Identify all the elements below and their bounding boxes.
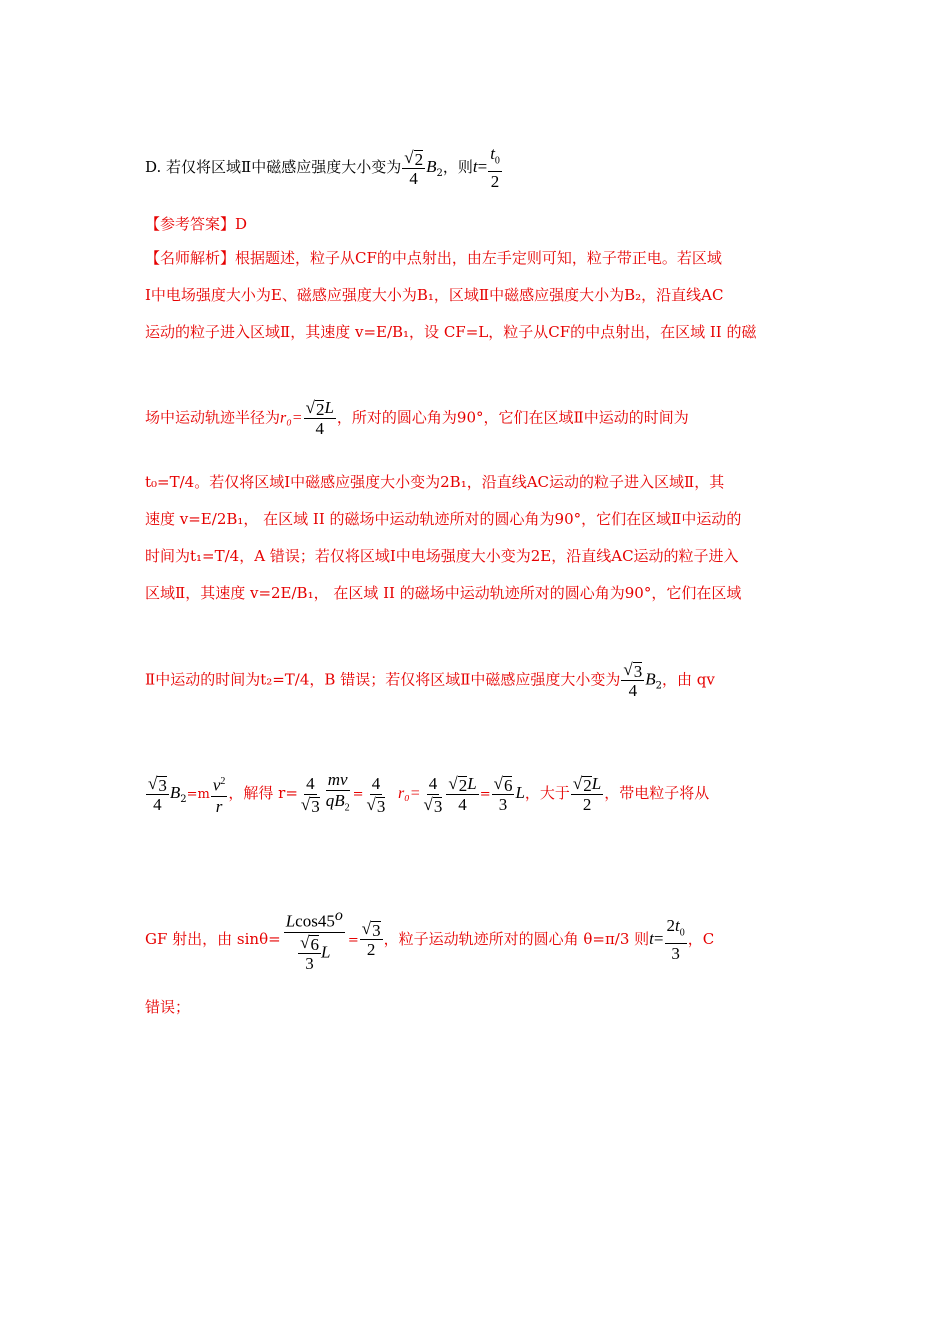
answer-label: 【参考答案】: [145, 215, 236, 233]
analysis-line-10: √ 3 4 $B_2=m$ $\frac{v^2}{r}$ ，解得 r= 4 √ 3 $\frac{mv}{qB_2}$ = 4 √ 3 r₀= 4 √ 3 √ 2 L 4 = √ 6 3 L，大于 √ 2 L 2 ，带电粒子将从: [145, 770, 709, 818]
fraction: $\frac{mv}{qB_2}$: [325, 770, 350, 814]
fraction: √ 6 3: [493, 773, 513, 814]
option-d: D. 若仅将区域Ⅱ中磁感应强度大小变为 √ 2 4 $B_2$，则t= $\frac{t_0}{2}$: [145, 144, 500, 192]
analysis-line-7: 时间为t₁=T/4，A 错误；若仅将区域Ⅰ中电场强度大小变为2E，沿直线AC运动的粒子进入: [145, 547, 739, 565]
fraction: √ 2 L 4: [305, 398, 334, 438]
answer-value: D: [235, 215, 248, 233]
analysis-line-4: 场中运动轨迹半径为r₀= √ 2 L 4 ，所对的圆心角为90°，它们在区域Ⅱ中运动的时间为: [145, 398, 689, 438]
analysis-line-11: GF 射出，由 sinθ= Lcos45$^o$ √ 6 3 L = √ 3 2 ，粒子运动轨迹所对的圆心角 θ=π/3 则t= $\frac{2t_0}{3}$ ，C: [145, 907, 715, 973]
b-symbol: B: [426, 157, 437, 177]
fraction: $\frac{t_0}{2}$: [490, 144, 500, 192]
fraction: √ 3 4: [623, 660, 643, 700]
analysis-label: 【名师解析】: [145, 249, 236, 267]
analysis-line-5: t₀=T/4。若仅将区域Ⅰ中磁感应强度大小变为2B₁，沿直线AC运动的粒子进入区域Ⅱ，其: [145, 473, 725, 491]
analysis-line-12: 错误；: [145, 998, 191, 1016]
analysis-line-3: 运动的粒子进入区域Ⅱ，其速度 v=E/B₁，设 CF=L，粒子从CF的中点射出，在区域 II 的磁: [145, 323, 757, 341]
fraction: √ 2 4: [404, 147, 424, 188]
fraction: Lcos45$^o$ √ 6 3 L: [285, 907, 343, 973]
fraction: √ 2 L 2: [572, 773, 602, 814]
fraction: $\frac{v^2}{r}$: [211, 772, 228, 817]
fraction: 4 √ 3: [366, 773, 386, 816]
analysis-line-1: 【名师解析】根据题述，粒子从CF的中点射出，由左手定则可知，粒子带正电。若区域: [145, 249, 722, 267]
option-d-text: D. 若仅将区域Ⅱ中磁感应强度大小变为: [145, 158, 402, 177]
fraction: $\frac{2t_0}{3}$: [666, 915, 685, 964]
fraction: √ 3 2: [361, 919, 381, 960]
analysis-line-2: Ⅰ中电场强度大小为E、磁感应强度大小为B₁，区域Ⅱ中磁感应强度大小为B₂，沿直线AC: [145, 286, 724, 304]
analysis-line-6: 速度 v=E/2B₁， 在区域 II 的磁场中运动轨迹所对的圆心角为90°，它们在区域Ⅱ中运动的: [145, 510, 742, 528]
fraction: √ 2 L 4: [448, 773, 477, 814]
fraction: √ 3 4: [148, 773, 167, 814]
fraction: 4 √ 3: [423, 773, 443, 816]
analysis-line-8: 区域Ⅱ，其速度 v=2E/B₁， 在区域 II 的磁场中运动轨迹所对的圆心角为90°，它们在区域: [145, 584, 742, 602]
fraction: 4 √ 3: [300, 773, 320, 816]
reference-answer: [145, 214, 247, 234]
analysis-line-9: Ⅱ中运动的时间为t₂=T/4，B 错误；若仅将区域Ⅱ中磁感应强度大小变为 √ 3 4 $B_2$，由 qv: [145, 660, 715, 700]
